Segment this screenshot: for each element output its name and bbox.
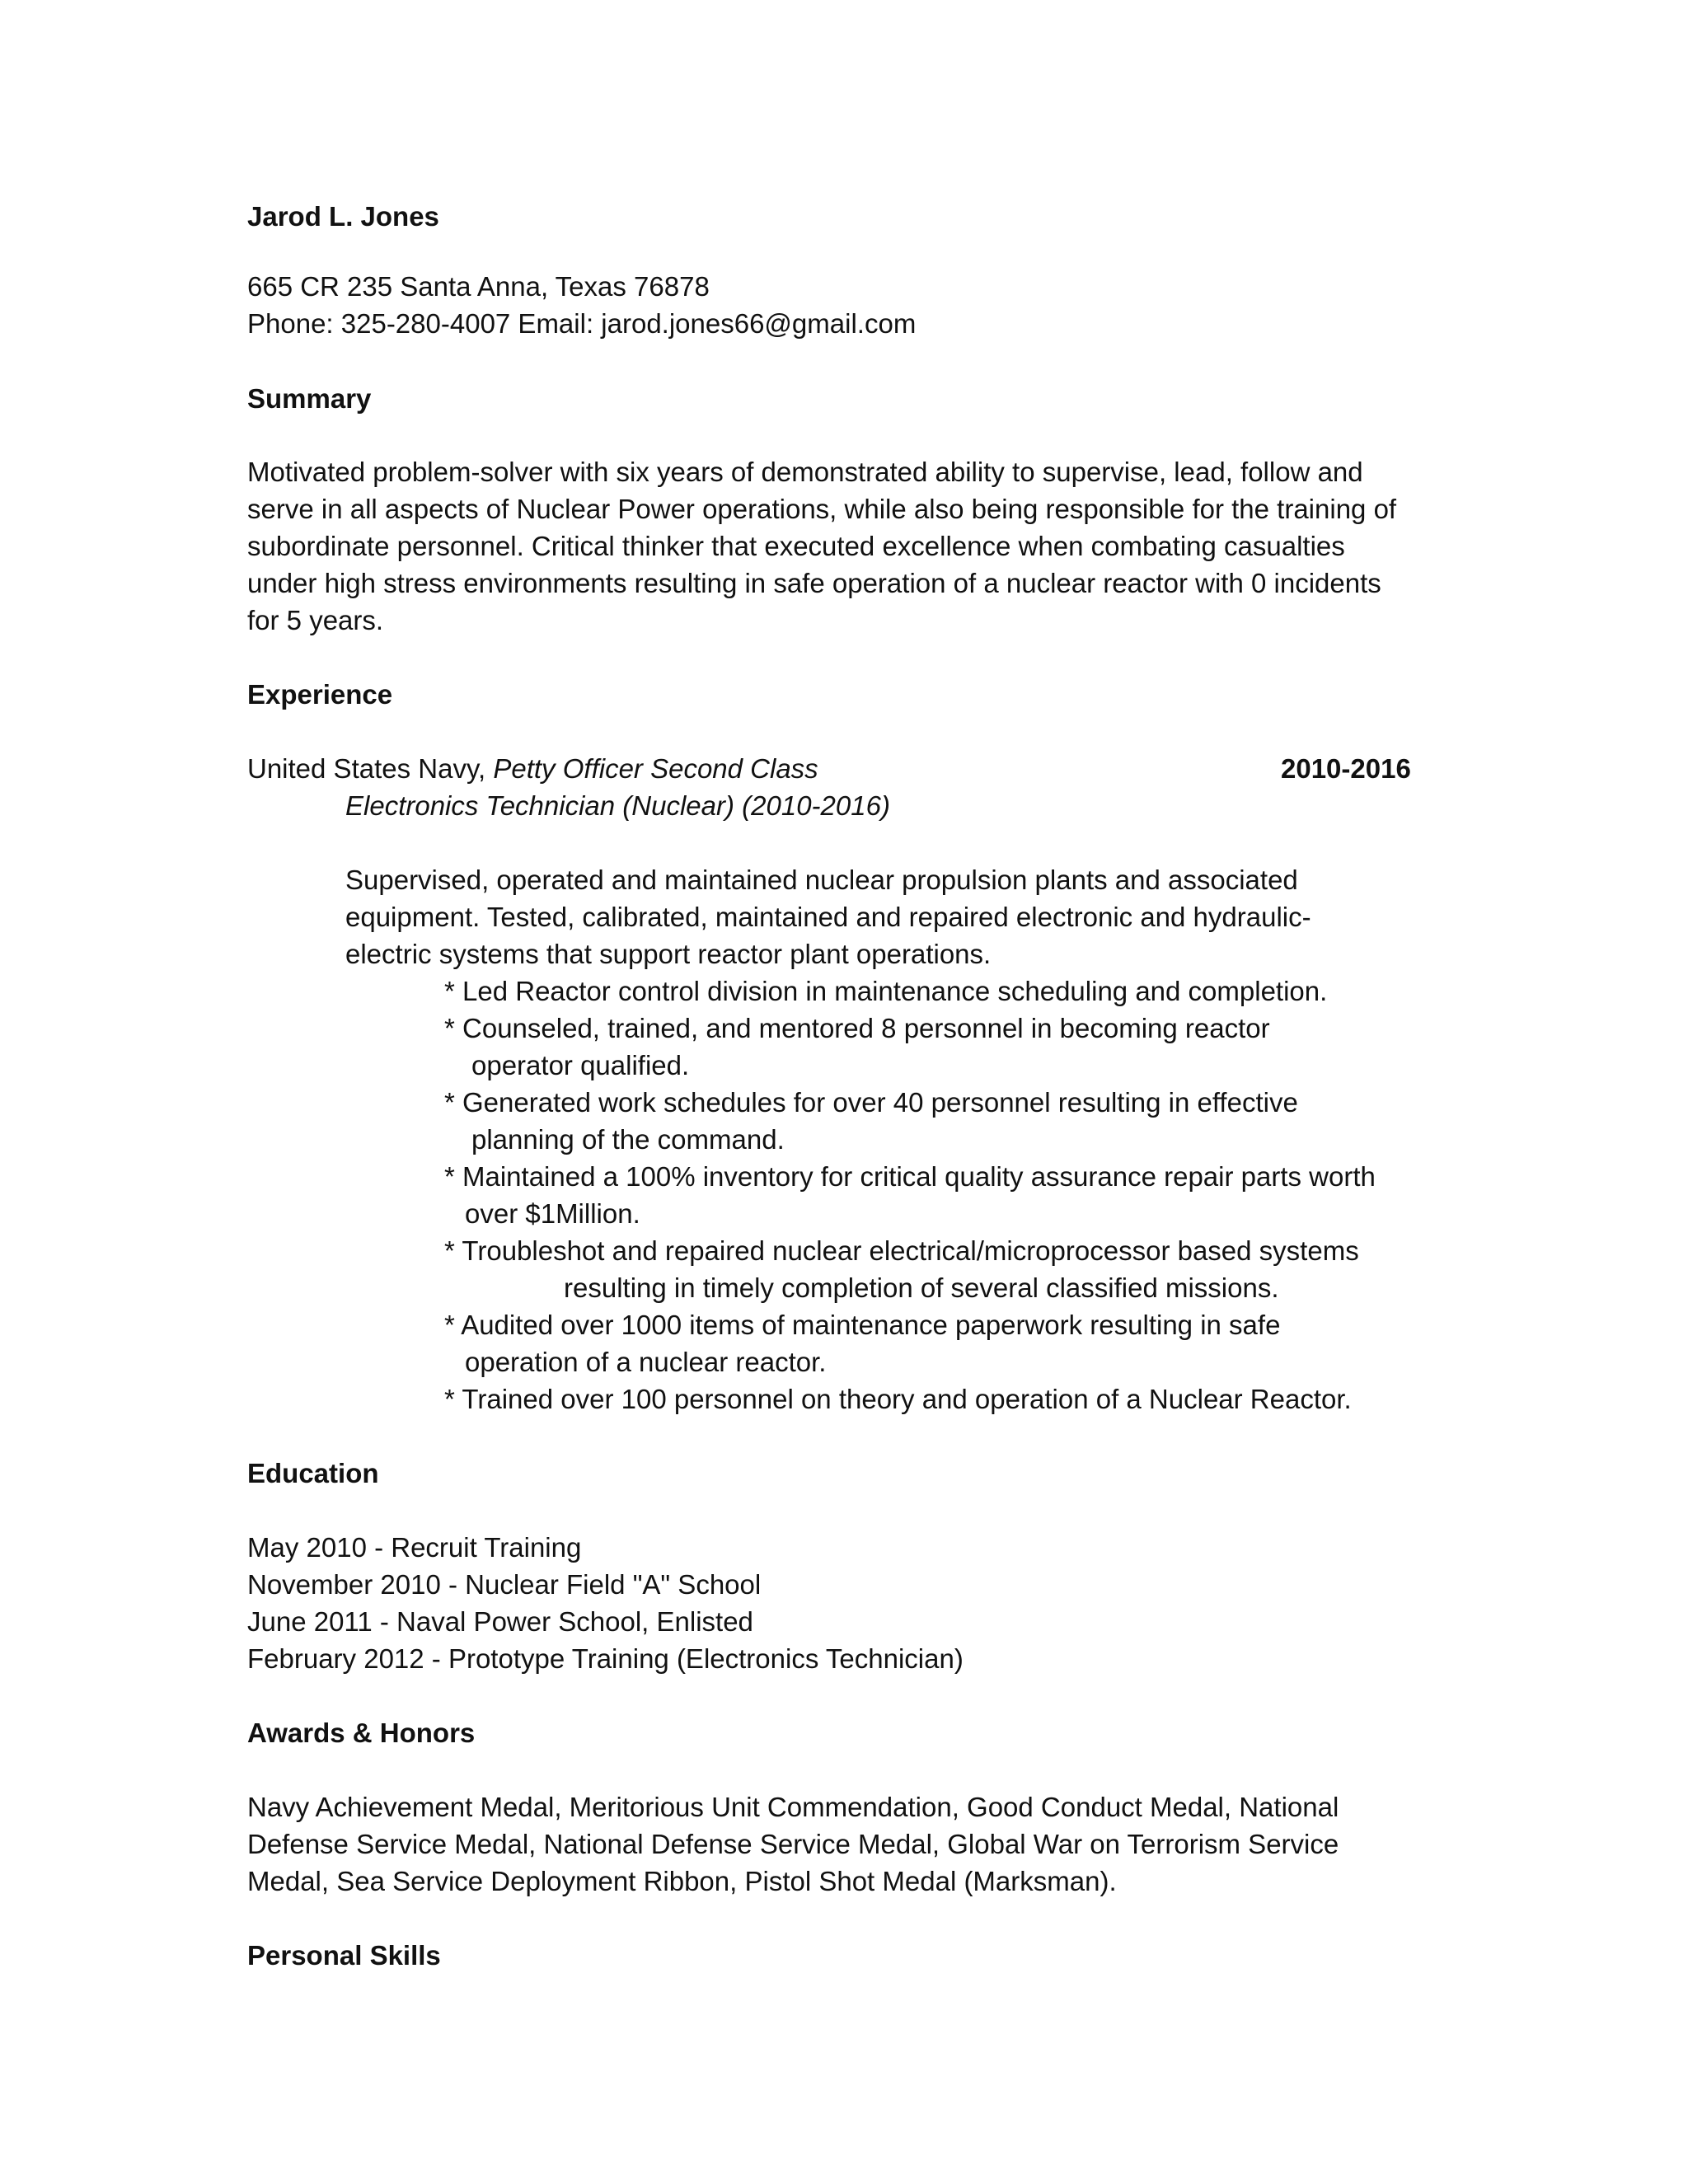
education-item: February 2012 - Prototype Training (Electronics Technician): [247, 1643, 964, 1674]
summary-line: subordinate personnel. Critical thinker that executed excellence when combating casualties: [247, 531, 1345, 561]
awards-line: Navy Achievement Medal, Meritorious Unit Commendation, Good Conduct Medal, National: [247, 1792, 1339, 1822]
education-heading: Education: [247, 1458, 379, 1488]
job-bullet: * Maintained a 100% inventory for critical quality assurance repair parts worth: [444, 1161, 1376, 1192]
job-bullet: * Led Reactor control division in maintenance scheduling and completion.: [444, 976, 1328, 1006]
job-bullet-continuation: planning of the command.: [471, 1124, 785, 1155]
job-years: 2010-2016: [1281, 753, 1411, 784]
job-bullet: * Audited over 1000 items of maintenance paperwork resulting in safe: [444, 1310, 1281, 1340]
summary-heading: Summary: [247, 383, 372, 414]
job-description-line: electric systems that support reactor plant operations.: [345, 939, 992, 969]
education-item: November 2010 - Nuclear Field "A" School: [247, 1569, 762, 1600]
summary-line: for 5 years.: [247, 605, 384, 635]
skills-heading: Personal Skills: [247, 1940, 441, 1971]
job-bullet: * Generated work schedules for over 40 personnel resulting in effective: [444, 1087, 1298, 1118]
awards-line: Medal, Sea Service Deployment Ribbon, Pistol Shot Medal (Marksman).: [247, 1866, 1117, 1896]
summary-line: under high stress environments resulting in safe operation of a nuclear reactor with 0 incidents: [247, 568, 1381, 598]
job-bullet-continuation: operation of a nuclear reactor.: [465, 1347, 827, 1377]
summary-line: Motivated problem-solver with six years of demonstrated ability to supervise, lead, follow and: [247, 457, 1363, 487]
awards-line: Defense Service Medal, National Defense Service Medal, Global War on Terrorism Service: [247, 1829, 1339, 1859]
job-bullet-continuation: operator qualified.: [471, 1050, 690, 1080]
awards-heading: Awards & Honors: [247, 1718, 476, 1748]
job-position: Electronics Technician (Nuclear) (2010-2016): [345, 790, 890, 821]
employer: United States Navy,: [247, 753, 494, 784]
experience-heading: Experience: [247, 679, 393, 710]
applicant-name: Jarod L. Jones: [247, 201, 439, 232]
education-item: June 2011 - Naval Power School, Enlisted: [247, 1606, 753, 1637]
job-description-line: Supervised, operated and maintained nuclear propulsion plants and associated: [345, 865, 1298, 895]
job-bullet: * Trained over 100 personnel on theory and operation of a Nuclear Reactor.: [444, 1384, 1352, 1414]
job-bullet: * Counseled, trained, and mentored 8 personnel in becoming reactor: [444, 1013, 1270, 1043]
education-item: May 2010 - Recruit Training: [247, 1532, 582, 1563]
job-title-line: [247, 755, 818, 782]
job-bullet-continuation: resulting in timely completion of several classified missions.: [564, 1272, 1279, 1303]
job-description-line: equipment. Tested, calibrated, maintained and repaired electronic and hydraulic-: [345, 902, 1311, 932]
job-bullet: * Troubleshot and repaired nuclear electrical/microprocessor based systems: [444, 1235, 1359, 1266]
rank: Petty Officer Second Class: [493, 753, 818, 784]
contact-line: Phone: 325-280-4007 Email: jarod.jones66@gmail.com: [247, 308, 917, 339]
address-line: 665 CR 235 Santa Anna, Texas 76878: [247, 271, 710, 302]
summary-line: serve in all aspects of Nuclear Power operations, while also being responsible for the training of: [247, 494, 1397, 524]
job-bullet-continuation: over $1Million.: [465, 1198, 640, 1229]
